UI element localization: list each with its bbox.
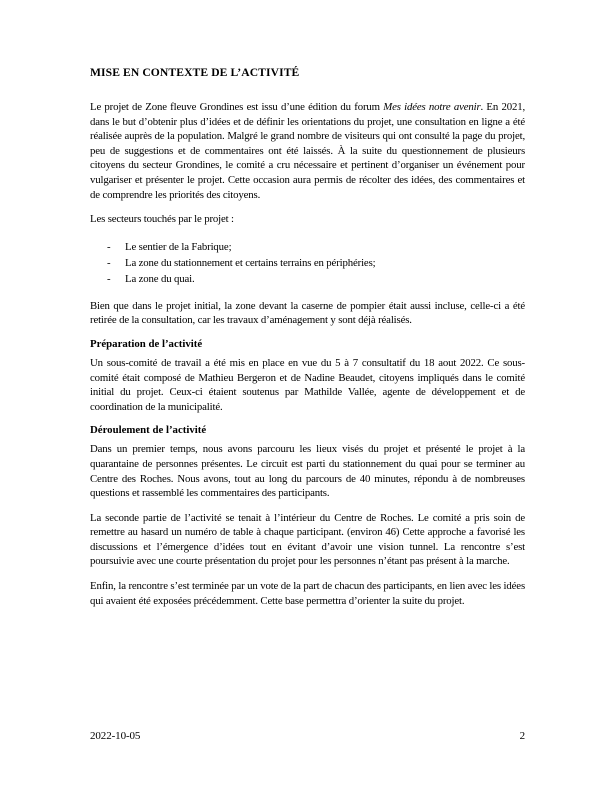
page-footer: [90, 730, 525, 742]
deroulement-paragraph-3: Enfin, la rencontre s’est terminée par un vote de la part de chacun des participants, en lien avec les idées qui avaient été exposées précédemment. Cette base permettra d’orienter la suite du projet.: [90, 580, 525, 607]
footer-page-number: 2: [519, 730, 525, 742]
section-heading-preparation: Préparation de l’activité: [90, 337, 203, 350]
list-item-text: Le sentier de la Fabrique;: [125, 240, 232, 253]
list-item: [90, 255, 525, 271]
intro-text-post: . En 2021, dans le but d’obtenir plus d’idées et de définir les orientations du projet, une consultation en ligne a été réalisée auprès de la population. Malgré le grand nombre de visiteurs qui ont consulté la page du projet, peu de suggestions et de commentaires ont été laissés. À la suite du questionnement de plusieurs citoyens du secteur Grondines, le comité a cru nécessaire et pertinent d’organiser un événement pour vulgariser et présenter le projet. Cette occasion aura permis de récolter des idées, des commentaires et de comprendre les priorités des citoyens.: [90, 101, 526, 201]
document-title: MISE EN CONTEXTE DE L’ACTIVITÉ: [90, 66, 300, 79]
deroulement-paragraph-2: La seconde partie de l’activité se tenait à l’intérieur du Centre de Roches. Le comité a pris soin de remettre au hasard un numéro de table à chaque participant. (environ 46) Cette approche a favorisé les discussions et l’émergence d’idées tout en évitant d’avoir une vision tunnel. La rencontre s’est poursuivie avec une courte présentation du projet pour les personnes n’étant pas présent à la marche.: [90, 511, 525, 568]
note-paragraph: Bien que dans le projet initial, la zone devant la caserne de pompier était aussi incluse, celle-ci a été retirée de la consultation, car les travaux d’aménagement y sont déjà réalisés.: [90, 299, 525, 327]
footer-date: 2022-10-05: [90, 730, 141, 742]
dash-bullet: -: [107, 240, 111, 253]
section-heading-deroulement: Déroulement de l’activité: [90, 424, 207, 437]
intro-text-pre: Le projet de Zone fleuve Grondines est issu d’une édition du forum: [90, 101, 384, 113]
list-item-text: La zone du quai.: [125, 272, 195, 285]
list-item: [90, 239, 525, 255]
intro-paragraph: [90, 100, 525, 202]
preparation-paragraph: Un sous-comité de travail a été mis en place en vue du 5 à 7 consultatif du 18 aout 2022. Ce sous-comité était composé de Mathieu Bergeron et de Nadine Beaudet, citoyens impliqués dans le comité initial du projet. Ceux-ci étaient soutenus par Mathilde Vallée, agente de développement et de coordination de la municipalité.: [90, 356, 525, 413]
forum-name-italic: Mes idées notre avenir: [383, 101, 481, 113]
dash-bullet: -: [107, 272, 111, 285]
list-item-text: La zone du stationnement et certains terrains en périphéries;: [125, 256, 376, 269]
list-item: [90, 271, 525, 287]
sectors-label: Les secteurs touchés par le projet :: [90, 213, 234, 226]
sectors-list: [90, 239, 525, 287]
deroulement-paragraph-1: Dans un premier temps, nous avons parcouru les lieux visés du projet et présenté le projet à la quarantaine de personnes présentes. Le circuit est parti du stationnement du quai pour se terminer au Centre des Roches. Nous avons, tout au long du parcours de 40 minutes, répondu à de nombreuses questions et rassemblé les commentaires des participants.: [90, 443, 525, 500]
dash-bullet: -: [107, 256, 111, 269]
